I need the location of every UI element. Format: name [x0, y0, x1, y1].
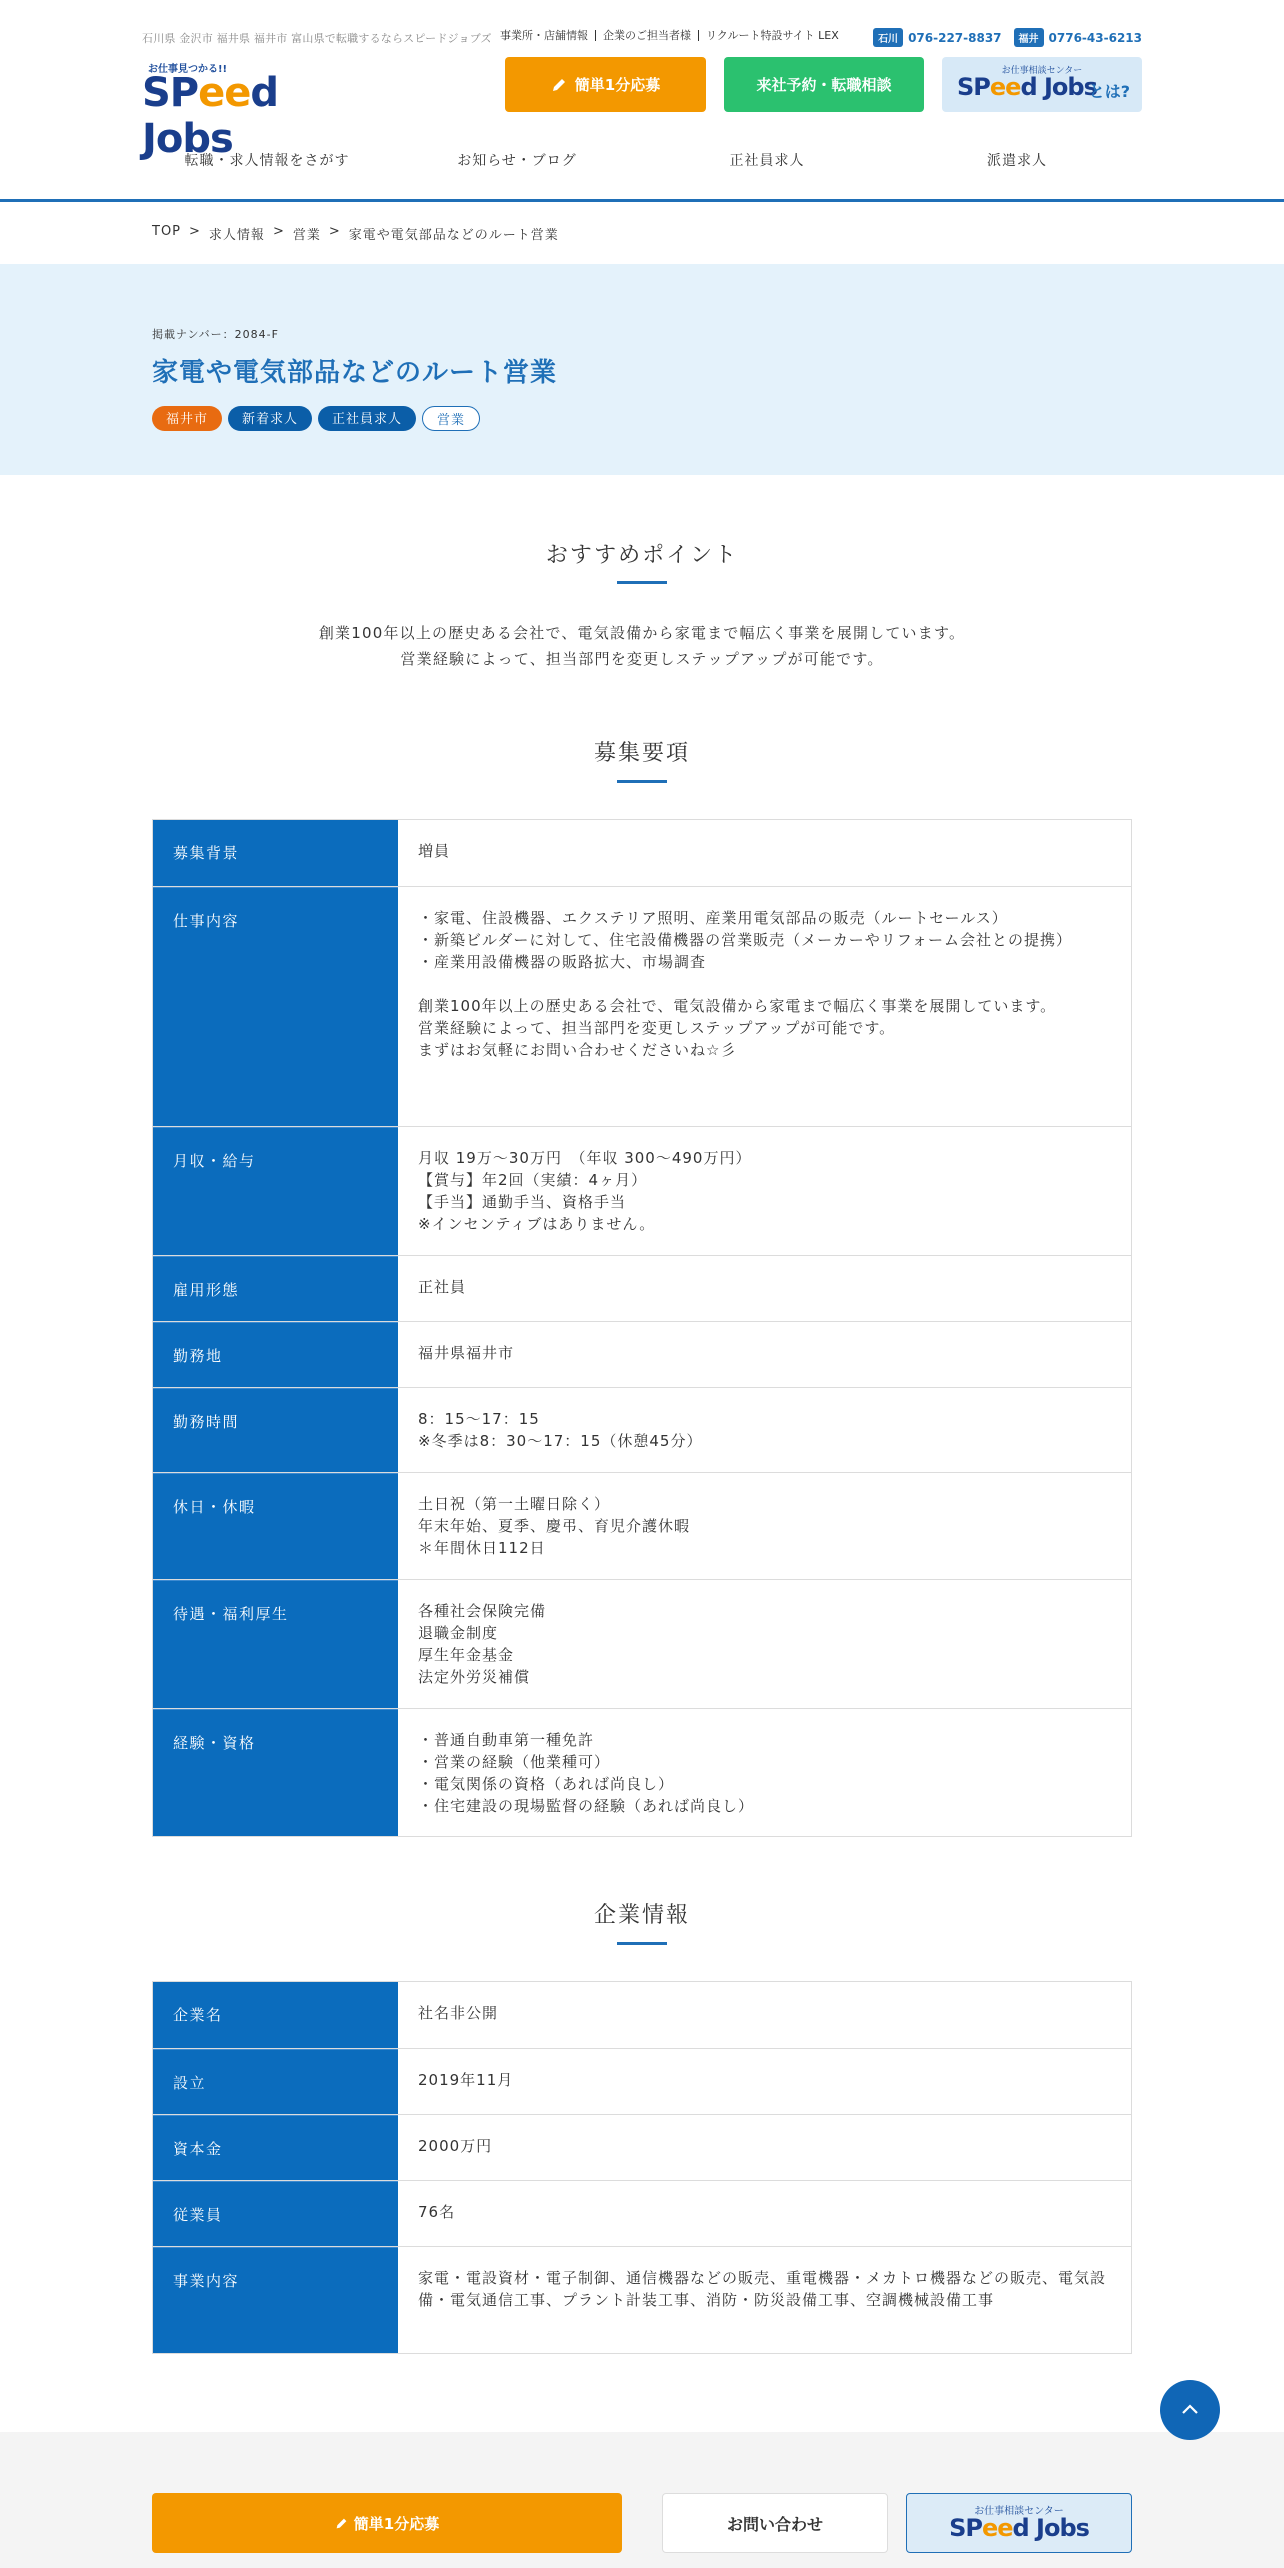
- footer-center-button[interactable]: [906, 2493, 1132, 2553]
- about-speedjobs-button[interactable]: [942, 57, 1142, 112]
- center-small-text: お仕事相談センター: [974, 2506, 1064, 2517]
- tag-location[interactable]: 福井市: [152, 406, 222, 431]
- nav-search-jobs[interactable]: 転職・求人情報をさがす: [184, 153, 350, 169]
- page-top-button[interactable]: [1160, 2380, 1220, 2440]
- pencil-icon: [551, 77, 567, 93]
- consult-reservation-button[interactable]: [724, 57, 924, 112]
- table-row: [153, 820, 1131, 886]
- quick-apply-button[interactable]: [505, 57, 706, 112]
- nav-fulltime-jobs[interactable]: 正社員求人: [729, 153, 805, 169]
- row-value: 2000万円: [418, 2137, 493, 2155]
- breadcrumb-jobs[interactable]: 求人情報: [208, 228, 265, 243]
- row-label: 事業内容: [153, 2247, 398, 2353]
- breadcrumb-separator: >: [328, 224, 341, 239]
- row-value: ・普通自動車第一種免許 ・営業の経験（他業種可） ・電気関係の資格（あれば尚良し） ・住宅建設の現場監督の経験（あれば尚良し）: [418, 1731, 755, 1815]
- row-value: 家電・電設資材・電子制御、通信機器などの販売、重電機器・メカトロ機器などの販売、電気設備・電気通信工事、プラント計装工事、消防・防災設備工事、空調機械設備工事: [418, 2269, 1107, 2309]
- table-row: [153, 1708, 1131, 1836]
- toplink-offices[interactable]: 事業所・店舗情報: [500, 29, 588, 42]
- row-value: ・家電、住設機器、エクステリア照明、産業用電気部品の販売（ルートセールス） ・新築ビルダーに対して、住宅設備機器の営業販売（メーカーやリフォーム会社との提携） ・産業用設備機器の販路拡大、市場調査 創業100年以上の歴史ある会社で、電気設備から家電まで幅広く事業を展開しています。 営業経験によって、担当部門を変更しステップアップが可能です。 まずはお気軽にお問い合わせくださいね☆彡: [418, 909, 1073, 1059]
- row-value: 月収 19万～30万円 （年収 300～490万円） 【賞与】年2回（実績：4ヶ月） 【手当】通勤手当、資格手当 ※インセンティブはありません。: [418, 1149, 752, 1233]
- row-value: 増員: [418, 842, 451, 860]
- row-label: 仕事内容: [153, 887, 398, 1126]
- phone-ishikawa[interactable]: [873, 28, 1001, 47]
- center-brand-logo: SPeed Jobs: [949, 2514, 1089, 2542]
- row-value: 正社員: [418, 1278, 467, 1296]
- heading-underline: [617, 780, 667, 783]
- row-value: 各種社会保険完備 退職金制度 厚生年金基金 法定外労災補償: [418, 1602, 547, 1686]
- logo-text: SPeed Jobs: [142, 70, 279, 162]
- row-value: 2019年11月: [418, 2071, 514, 2089]
- row-label: 勤務地: [153, 1322, 398, 1387]
- company-table: [152, 1981, 1132, 2354]
- row-label: 従業員: [153, 2181, 398, 2246]
- requirements-heading: 募集要項: [593, 741, 690, 766]
- row-label: 待遇・福利厚生: [153, 1580, 398, 1708]
- table-row: [153, 1982, 1131, 2048]
- company-heading: 企業情報: [593, 1903, 690, 1928]
- heading-underline: [617, 581, 667, 584]
- row-label: 募集背景: [153, 820, 398, 886]
- site-tagline: 石川県 金沢市 福井県 福井市 富山県で転職するならスピードジョブズ: [142, 32, 492, 45]
- main-nav: [142, 150, 1142, 170]
- recommend-line: 営業経験によって、担当部門を変更しステップアップが可能です。: [400, 650, 884, 668]
- about-small-text: お仕事相談センター: [1001, 66, 1083, 76]
- table-row: [153, 2048, 1131, 2114]
- breadcrumb-separator: >: [272, 224, 285, 239]
- footer-contact-label: お問い合わせ: [726, 2514, 823, 2534]
- breadcrumb: [152, 224, 559, 243]
- row-label: 休日・休暇: [153, 1473, 398, 1579]
- row-label: 企業名: [153, 1982, 398, 2048]
- breadcrumb-sales[interactable]: 営業: [292, 228, 321, 243]
- quick-apply-label: 簡単1分応募: [574, 76, 661, 94]
- table-row: [153, 1579, 1131, 1708]
- chevron-up-icon: [1179, 2399, 1201, 2421]
- tag-category[interactable]: 営業: [422, 406, 480, 431]
- row-label: 経験・資格: [153, 1709, 398, 1836]
- row-label: 雇用形態: [153, 1256, 398, 1321]
- recommend-heading: おすすめポイント: [545, 543, 739, 568]
- nav-dispatch-jobs[interactable]: 派遣求人: [987, 153, 1047, 169]
- breadcrumb-current: 家電や電気部品などのルート営業: [348, 228, 559, 243]
- table-row: [153, 1472, 1131, 1579]
- tag-new[interactable]: 新着求人: [228, 406, 312, 431]
- row-value: 76名: [418, 2203, 456, 2221]
- job-tags: [152, 406, 480, 431]
- pencil-icon: [335, 2517, 348, 2530]
- about-brand-logo: SPeed Jobs: [957, 73, 1097, 101]
- heading-underline: [617, 1942, 667, 1945]
- table-row: [153, 1126, 1131, 1255]
- table-row: [153, 2114, 1131, 2180]
- top-links: [500, 30, 846, 41]
- table-row: [153, 1387, 1131, 1472]
- requirements-table: [152, 819, 1132, 1837]
- row-value: 社名非公開: [418, 2004, 499, 2022]
- footer-apply-label: 簡単1分応募: [353, 2514, 440, 2533]
- row-value: 土日祝（第一土曜日除く） 年末年始、夏季、慶弔、育児介護休暇 ＊年間休日112日: [418, 1495, 691, 1557]
- row-label: 月収・給与: [153, 1127, 398, 1255]
- table-row: [153, 2246, 1131, 2353]
- pref-badge: 福井: [1014, 28, 1044, 47]
- table-row: [153, 1255, 1131, 1321]
- row-label: 設立: [153, 2049, 398, 2114]
- phone-fukui[interactable]: [1014, 28, 1142, 47]
- row-value: 8：15～17：15 ※冬季は8：30～17：15（休憩45分）: [418, 1410, 703, 1450]
- consult-label: 来社予約・転職相談: [756, 76, 892, 94]
- toplink-corporate[interactable]: 企業のご担当者様: [595, 30, 698, 41]
- breadcrumb-top[interactable]: TOP: [152, 224, 182, 239]
- nav-news-blog[interactable]: お知らせ・ブログ: [457, 153, 577, 169]
- recommend-line: 創業100年以上の歴史ある会社で、電気設備から家電まで幅広く事業を展開しています。: [318, 624, 966, 642]
- pref-badge: 石川: [873, 28, 903, 47]
- table-row: [153, 1321, 1131, 1387]
- table-row: [153, 886, 1131, 1126]
- breadcrumb-separator: >: [189, 224, 201, 239]
- page-title: 家電や電気部品などのルート営業: [152, 358, 558, 388]
- phone-number: 0776-43-6213: [1048, 30, 1142, 45]
- row-label: 資本金: [153, 2115, 398, 2180]
- tag-fulltime[interactable]: 正社員求人: [318, 406, 416, 431]
- job-number: 掲載ナンバー：2084-F: [152, 328, 279, 341]
- phone-numbers: [873, 28, 1142, 47]
- about-suffix: とは?: [1088, 82, 1130, 101]
- footer-apply-button[interactable]: [152, 2493, 622, 2553]
- row-value: 福井県福井市: [418, 1344, 515, 1362]
- phone-number: 076-227-8837: [908, 30, 1002, 45]
- row-label: 勤務時間: [153, 1388, 398, 1472]
- recommend-text: [0, 620, 1284, 672]
- table-row: [153, 2180, 1131, 2246]
- logo-subtitle: お仕事見つかる!!: [148, 64, 228, 75]
- site-header: [0, 0, 1284, 202]
- footer-contact-button[interactable]: [662, 2493, 888, 2553]
- toplink-recruit[interactable]: リクルート特設サイト LEX: [698, 30, 846, 41]
